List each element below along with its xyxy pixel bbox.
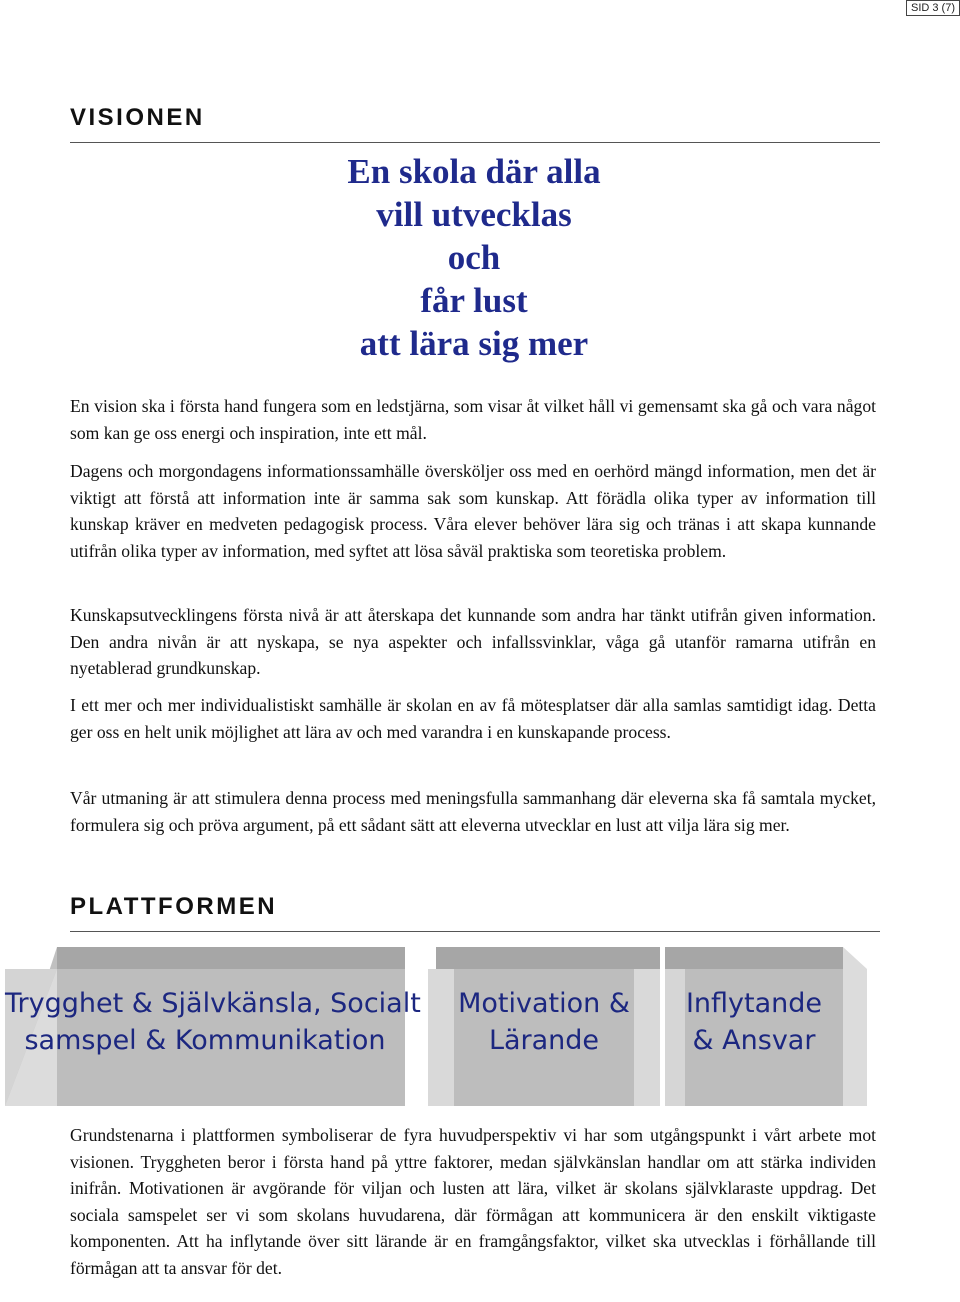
section-heading-vision: VISIONEN: [70, 104, 880, 143]
pillar-label-line: Lärande: [488, 1025, 600, 1056]
page-number: SID 3 (7): [906, 0, 960, 16]
vision-paragraph: Dagens och morgondagens informationssamhälle översköljer oss med en oerhörd mängd information, men det är viktigt att förstå att information inte är samma sak som kunskap. Att förädla olika typer av information till kunskap kräver en medveten pedagogisk process. Våra elever behöver lära sig och tränas i att skapa kunnande utifrån olika typer av information, med syftet att lösa såväl praktiska som teoretiska problem.: [70, 461, 876, 561]
pillar-label: [5, 985, 421, 1059]
vision-statement-line: vill utvecklas: [376, 195, 572, 234]
pillar-label-line: samspel & Kommunikation: [24, 1025, 386, 1056]
vision-paragraph: Vår utmaning är att stimulera denna process med meningsfulla sammanhang där eleverna ska få samtala mycket, formulera sig och pröva argument, på ett sådant sätt att eleverna utvecklar en lust att vilja lära sig mer.: [70, 788, 876, 835]
vision-statement-line: En skola där alla: [347, 152, 601, 191]
vision-statement-line: får lust: [420, 281, 528, 320]
pillar-trygghet: [5, 947, 421, 1106]
pillar-label-line: Motivation &: [458, 988, 630, 1019]
vision-paragraph: En vision ska i första hand fungera som en ledstjärna, som visar åt vilket håll vi gemensamt ska gå och vara något som kan ge oss energi och inspiration, inte ett mål.: [70, 396, 876, 443]
vision-statement-line: att lära sig mer: [359, 324, 589, 363]
pillar-label-line: & Ansvar: [692, 1025, 816, 1056]
vision-paragraph: Kunskapsutvecklingens första nivå är att återskapa det kunnande som andra har tänkt utifrån given information. Den andra nivån är att nyskapa, se nya aspekter och infallssvinklar, våga gå utanför ramarna utifrån en nyetablerad grundkunskap.: [70, 605, 876, 678]
vision-paragraph: I ett mer och mer individualistiskt samhälle är skolan en av få mötesplatser där alla samlas samtidigt idag. Detta ger oss en helt unik möjlighet att lära av och med varandra i en kunskapande process.: [70, 695, 876, 742]
vision-statement-line: och: [447, 238, 501, 277]
pillar-label-line: Trygghet & Självkänsla, Socialt: [5, 988, 421, 1019]
platform-paragraph: Grundstenarna i plattformen symboliserar de fyra huvudperspektiv vi har som utgångspunkt i vårt arbete mot visionen. Tryggheten beror i första hand på yttre faktorer, medan självkänslan handlar om att stärka individen inifrån. Motivationen är avgörande för viljan och lusten att lära, vilket är skolans självklaraste uppdrag. Det sociala samspelet ser vi som skolans huvudarena, där förmågan att kommunicera är den enskilt viktigaste komponenten. Att ha inflytande över sitt lärande är en framgångsfaktor, vilket ska utvecklas i förhållande till förmågan att ta ansvar för det.: [70, 1125, 876, 1278]
pillar-motivation: [428, 947, 660, 1106]
pillar-label: [428, 985, 660, 1059]
pillar-inflytande: [665, 947, 867, 1106]
section-heading-platform: PLATTFORMEN: [70, 893, 880, 932]
pillar-label-line: Inflytande: [685, 988, 823, 1019]
vision-statement: [270, 150, 678, 365]
pillar-label: [665, 985, 843, 1059]
